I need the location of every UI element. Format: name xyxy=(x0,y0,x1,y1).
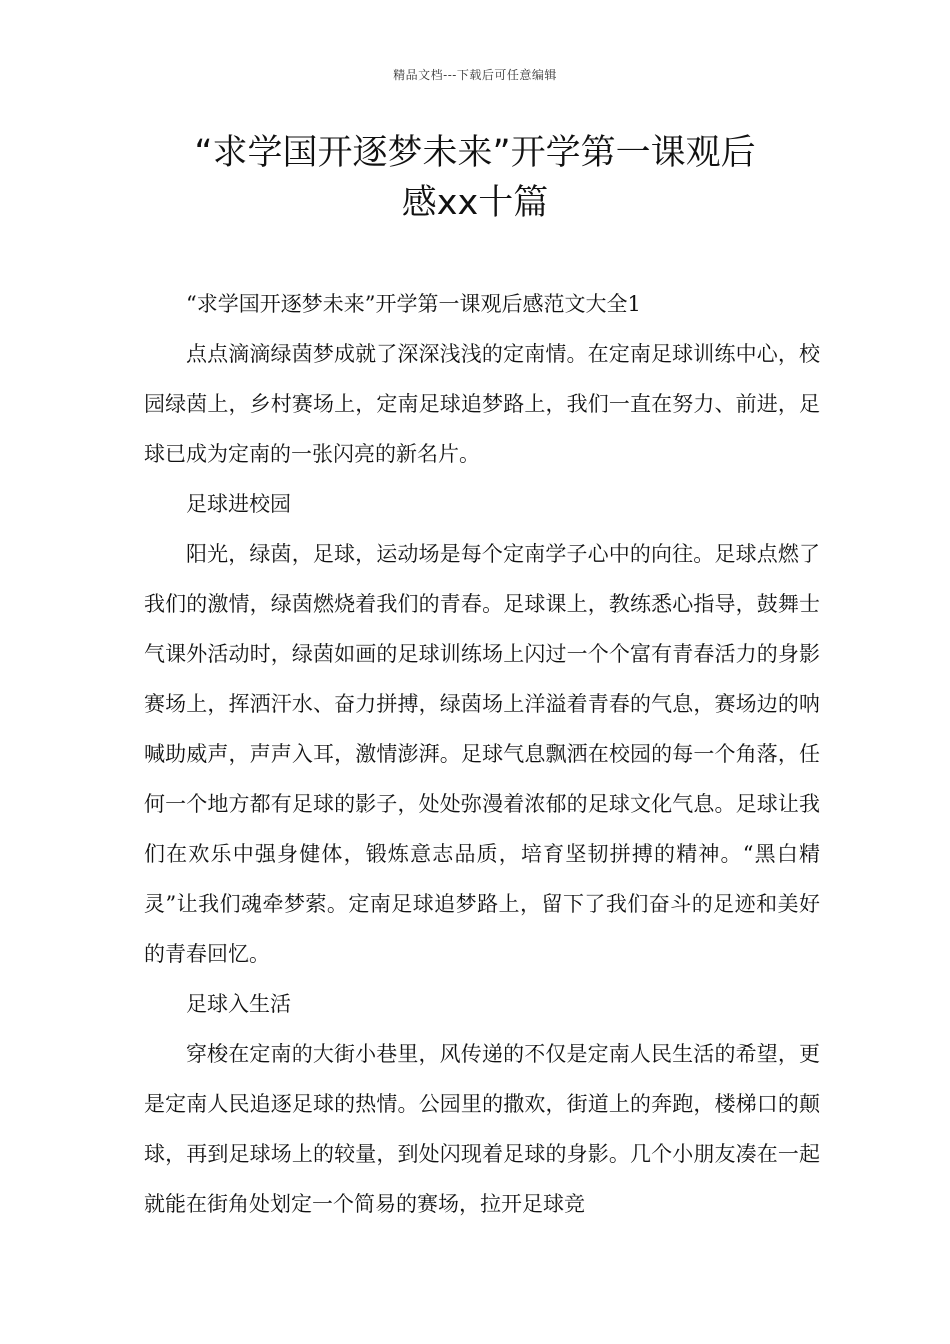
header-note: 精品文档---下载后可任意编辑 xyxy=(393,68,557,82)
section-heading: “求学国开逐梦未来”开学第一课观后感范文大全1 xyxy=(186,292,641,316)
paragraph: 穿梭在定南的大街小巷里，风传递的不仅是定南人民生活的希望，更是定南人民追逐足球的热情。公园里的撒欢，街道上的奔跑，楼梯口的颠球，再到足球场上的较量，到处闪现着足球的身影。几个小朋友凑在一起就能在街角处划定一个简易的赛场，拉开足球竞 xyxy=(144,1042,820,1216)
document-title xyxy=(120,128,830,228)
subheading: 足球入生活 xyxy=(186,992,291,1016)
subheading: 足球进校园 xyxy=(186,492,291,516)
paragraph: 点点滴滴绿茵梦成就了深深浅浅的定南情。在定南足球训练中心，校园绿茵上，乡村赛场上，定南足球追梦路上，我们一直在努力、前进，足球已成为定南的一张闪亮的新名片。 xyxy=(144,342,820,466)
paragraph: 阳光，绿茵，足球，运动场是每个定南学子心中的向往。足球点燃了我们的激情，绿茵燃烧着我们的青春。足球课上，教练悉心指导，鼓舞士气课外活动时，绿茵如画的足球训练场上闪过一个个富有青春活力的身影赛场上，挥洒汗水、奋力拼搏，绿茵场上洋溢着青春的气息，赛场边的呐喊助威声，声声入耳，激情澎湃。足球气息飘洒在校园的每一个角落，任何一个地方都有足球的影子，处处弥漫着浓郁的足球文化气息。足球让我们在欢乐中强身健体，锻炼意志品质，培育坚韧拼搏的精神。“黑白精灵”让我们魂牵梦萦。定南足球追梦路上，留下了我们奋斗的足迹和美好的青春回忆。 xyxy=(144,542,820,966)
title-line-1: “求学国开逐梦未来”开学第一课观后 xyxy=(194,133,756,173)
document-body xyxy=(144,279,820,1229)
title-line-2: 感xx十篇 xyxy=(401,183,549,223)
